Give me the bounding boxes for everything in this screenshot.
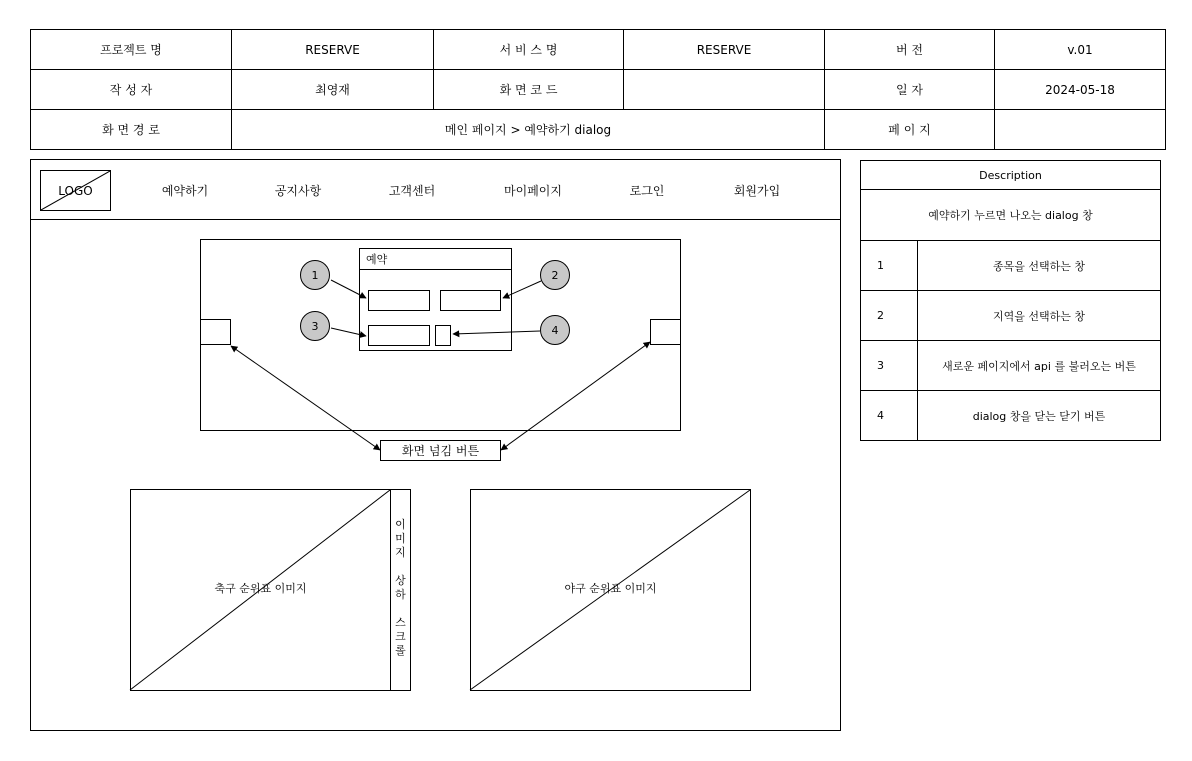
project-label: 프로젝트 명 [31, 30, 232, 70]
scroll-char: 롤 [395, 644, 406, 657]
author-label: 작 성 자 [31, 70, 232, 110]
arrow-1 [331, 280, 366, 298]
marker-2: 2 [540, 260, 570, 290]
scroll-char: 상 [395, 574, 406, 587]
desc-row-num: 2 [861, 291, 918, 341]
nav-item-notice[interactable]: 공지사항 [274, 183, 322, 198]
author-value: 최영재 [232, 70, 434, 110]
arrow-4 [453, 331, 540, 334]
baseball-caption: 야구 순위표 이미지 [564, 582, 657, 595]
service-label: 서 비 스 명 [434, 30, 624, 70]
desc-row-text: 종목을 선택하는 창 [918, 241, 1161, 291]
scroll-char: 스 [395, 616, 406, 629]
scroll-label [391, 518, 410, 658]
nav-item-mypage[interactable]: 마이페이지 [504, 183, 562, 198]
desc-row-text: 새로운 페이지에서 api 를 불러오는 버튼 [918, 341, 1161, 391]
date-value: 2024-05-18 [995, 70, 1166, 110]
path-value: 메인 페이지 > 예약하기 dialog [232, 110, 825, 150]
pager-label-box: 화면 넘김 버튼 [380, 440, 501, 461]
desc-row-num: 1 [861, 241, 918, 291]
description-summary: 예약하기 누르면 나오는 dialog 창 [861, 190, 1161, 241]
version-label: 버 전 [825, 30, 995, 70]
service-value: RESERVE [624, 30, 825, 70]
nav-item-signup[interactable]: 회원가입 [733, 183, 781, 198]
arrow-prev [231, 346, 380, 450]
project-value: RESERVE [232, 30, 434, 70]
dialog-title: 예약 [366, 253, 388, 266]
nav-item-login[interactable]: 로그인 [629, 183, 665, 198]
marker-3: 3 [300, 311, 330, 341]
logo-text: LOGO [58, 183, 93, 198]
desc-row-num: 4 [861, 391, 918, 441]
arrow-3 [331, 328, 366, 336]
scroll-char: 지 [395, 546, 406, 559]
description-table [860, 160, 1161, 441]
nav-item-support[interactable]: 고객센터 [388, 183, 436, 198]
path-label: 화 면 경 로 [31, 110, 232, 150]
nav-item-reserve[interactable]: 예약하기 [161, 183, 209, 198]
desc-row-num: 3 [861, 341, 918, 391]
arrow-2 [503, 281, 541, 298]
scroll-char: 미 [395, 532, 406, 545]
arrow-next [501, 342, 650, 450]
soccer-caption: 축구 순위표 이미지 [214, 582, 307, 595]
desc-row-text: dialog 창을 닫는 닫기 버튼 [918, 391, 1161, 441]
version-value: v.01 [995, 30, 1166, 70]
screen-code-label: 화 면 코 드 [434, 70, 624, 110]
scroll-char: 이 [395, 518, 406, 531]
description-title: Description [861, 161, 1161, 190]
scroll-char: 크 [395, 630, 406, 643]
date-label: 일 자 [825, 70, 995, 110]
desc-row-text: 지역을 선택하는 창 [918, 291, 1161, 341]
marker-1: 1 [300, 260, 330, 290]
scroll-char: 하 [395, 588, 406, 601]
page-label: 페 이 지 [825, 110, 995, 150]
marker-4: 4 [540, 315, 570, 345]
